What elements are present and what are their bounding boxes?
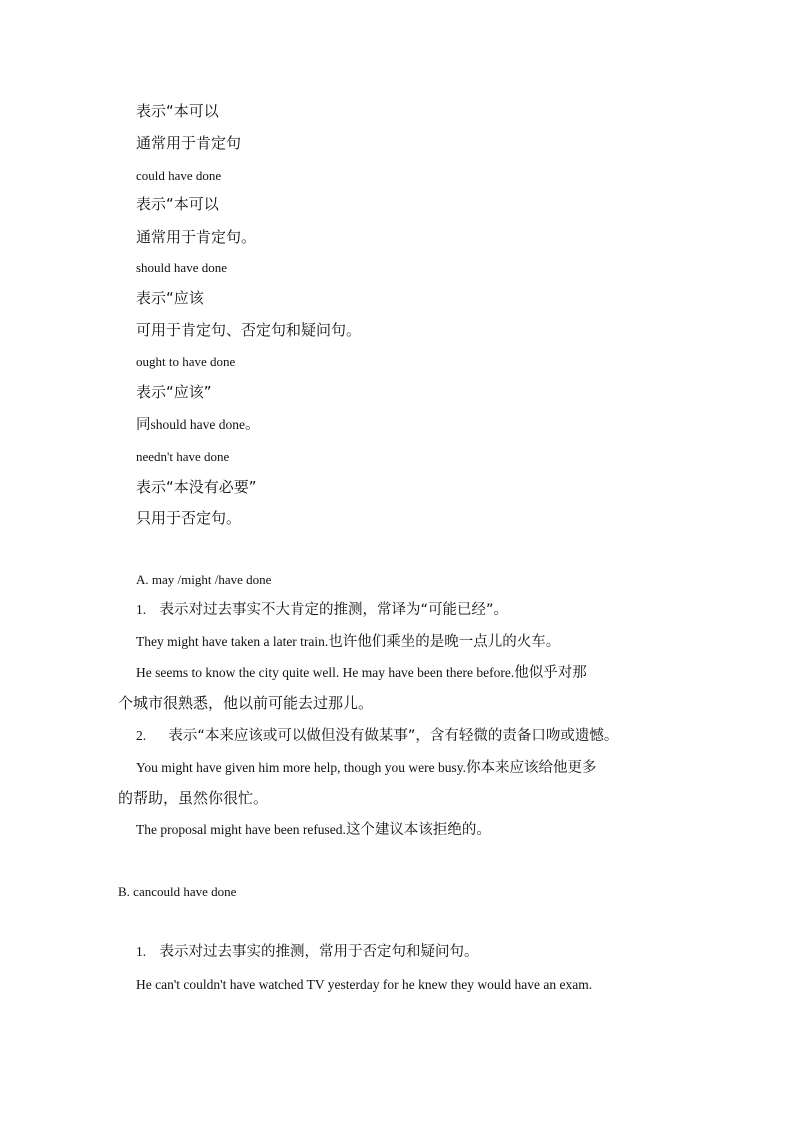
line-text: 通常用于肯定句 bbox=[136, 134, 242, 152]
section-a-heading: A. may /might /have done bbox=[136, 572, 272, 587]
example-zh: 这个建议本该拒绝的。 bbox=[345, 822, 491, 838]
list-number: 1. bbox=[136, 944, 147, 959]
section-a-item-1 bbox=[136, 600, 508, 620]
example-zh: 也许他们乘坐的是晚一点儿的火车。 bbox=[328, 634, 561, 650]
line-text: 只用于否定句。 bbox=[136, 509, 242, 527]
line-text bbox=[136, 415, 259, 435]
line-text-part: 。 bbox=[244, 417, 260, 433]
example-en: They might have taken a later train. bbox=[136, 634, 329, 649]
section-a-item-2 bbox=[136, 726, 618, 746]
line-text: 表示“应该” bbox=[136, 383, 212, 401]
list-text: 表示“本来应该或可以做但没有做某事”，含有轻微的责备口吻或遗憾。 bbox=[168, 728, 619, 744]
list-number: 1. bbox=[136, 602, 147, 617]
line-text: 表示“本没有必要” bbox=[136, 478, 257, 496]
line-text-part: should have done bbox=[150, 417, 245, 432]
section-b-item-1 bbox=[136, 942, 478, 962]
example-zh: 你本来应该给他更多 bbox=[465, 760, 597, 776]
line-text: 通常用于肯定句。 bbox=[136, 228, 257, 246]
example-sentence bbox=[136, 663, 587, 683]
example-en: The proposal might have been refused. bbox=[136, 822, 346, 837]
line-text: 表示“应该 bbox=[136, 289, 204, 307]
list-number: 2. bbox=[136, 728, 147, 743]
list-text: 表示对过去事实不大肯定的推测，常译为“可能已经”。 bbox=[159, 602, 509, 618]
line-text: ought to have done bbox=[136, 354, 236, 369]
line-text: 表示“本可以 bbox=[136, 102, 219, 120]
example-sentence bbox=[136, 758, 596, 778]
example-sentence bbox=[136, 632, 560, 652]
line-text-part: 同 bbox=[136, 417, 151, 433]
example-sentence: He can't couldn't have watched TV yesterday for he knew they would have an exam. bbox=[136, 977, 593, 992]
line-text: 表示“本可以 bbox=[136, 195, 219, 213]
line-text: could have done bbox=[136, 168, 222, 183]
section-b-heading: B. cancould have done bbox=[118, 884, 237, 899]
example-en: You might have given him more help, though you were busy. bbox=[136, 760, 466, 775]
example-en: He seems to know the city quite well. He may have been there before. bbox=[136, 665, 515, 680]
example-sentence bbox=[136, 820, 491, 840]
line-text: needn't have done bbox=[136, 449, 230, 464]
line-text: should have done bbox=[136, 260, 227, 275]
example-sentence-continued: 个城市很熟悉，他以前可能去过那儿。 bbox=[118, 694, 374, 712]
list-text: 表示对过去事实的推测，常用于否定句和疑问句。 bbox=[159, 944, 479, 960]
example-sentence-continued: 的帮助，虽然你很忙。 bbox=[118, 789, 269, 807]
example-zh: 他似乎对那 bbox=[514, 665, 587, 681]
line-text: 可用于肯定句、否定句和疑问句。 bbox=[136, 321, 362, 339]
